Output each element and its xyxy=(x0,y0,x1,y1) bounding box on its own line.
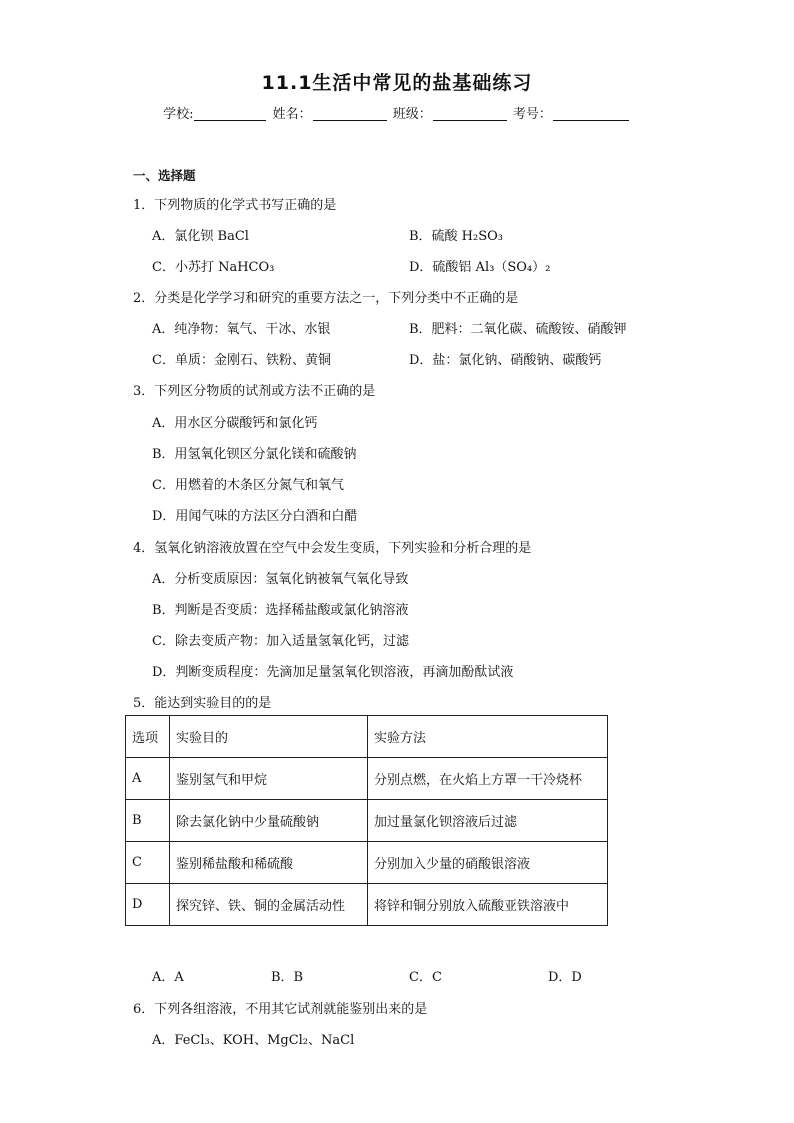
table-cell: B xyxy=(126,800,170,842)
section-heading: 一、选择题 xyxy=(133,168,196,183)
q4-option-a: A．分析变质原因：氢氧化钠被氧气氧化导致 xyxy=(152,572,409,587)
student-info-line xyxy=(0,103,794,122)
table-row xyxy=(126,758,608,800)
q3-option-b: B．用氢氧化钡区分氯化镁和硫酸钠 xyxy=(152,447,357,462)
q2-option-a: A．纯净物：氧气、干冰、水银 xyxy=(152,322,331,337)
table-cell: C xyxy=(126,842,170,884)
table-cell: 加过量氯化钡溶液后过滤 xyxy=(368,800,608,842)
table-header-row xyxy=(126,716,608,758)
q3-option-c: C．用燃着的木条区分氮气和氧气 xyxy=(152,478,344,493)
table-header-cell: 选项 xyxy=(126,716,170,758)
q2-option-d: D．盐：氯化钠、硝酸钠、碳酸钙 xyxy=(409,353,602,368)
table-cell: 将锌和铜分别放入硫酸亚铁溶液中 xyxy=(368,884,608,926)
q1-option-b: B．硫酸 H₂SO₃ xyxy=(409,229,504,244)
q5-option-b: B．B xyxy=(271,970,304,985)
experiment-table xyxy=(125,715,608,926)
table-cell: 分别加入少量的硝酸银溶液 xyxy=(368,842,608,884)
q1-option-c: C．小苏打 NaHCO₃ xyxy=(152,260,275,275)
q5-option-c: C．C xyxy=(409,970,442,985)
table-cell: 鉴别氢气和甲烷 xyxy=(170,758,368,800)
question-5-stem: 5．能达到实验目的的是 xyxy=(133,696,272,711)
q4-option-c: C．除去变质产物：加入适量氢氧化钙，过滤 xyxy=(152,634,409,649)
table-row xyxy=(126,884,608,926)
q5-option-a: A．A xyxy=(152,970,184,985)
question-4-stem: 4．氢氧化钠溶液放置在空气中会发生变质，下列实验和分析合理的是 xyxy=(133,541,532,556)
question-1-stem: 1．下列物质的化学式书写正确的是 xyxy=(133,198,337,213)
q3-option-d: D．用闻气味的方法区分白酒和白醋 xyxy=(152,509,358,524)
q1-option-d: D．硫酸铝 Al₃（SO₄）₂ xyxy=(409,260,551,275)
name-label: 姓名： xyxy=(272,107,312,122)
q6-option-a: A．FeCl₃、KOH、MgCl₂、NaCl xyxy=(152,1033,355,1048)
q2-option-b: B．肥料：二氧化碳、硫酸铵、硝酸钾 xyxy=(409,322,627,337)
table-header-cell: 实验方法 xyxy=(368,716,608,758)
q5-option-d: D．D xyxy=(548,970,582,985)
q1-option-a: A．氯化钡 BaCl xyxy=(152,229,249,244)
q4-option-b: B．判断是否变质：选择稀盐酸或氯化钠溶液 xyxy=(152,603,409,618)
class-blank xyxy=(433,106,507,121)
table-cell: 探究锌、铁、铜的金属活动性 xyxy=(170,884,368,926)
exam-no-label: 考号： xyxy=(512,107,552,122)
question-6-stem: 6．下列各组溶液，不用其它试剂就能鉴别出来的是 xyxy=(133,1002,428,1017)
table-row xyxy=(126,842,608,884)
name-blank xyxy=(313,106,387,121)
table-cell: A xyxy=(126,758,170,800)
page-title: 11.1生活中常见的盐基础练习 xyxy=(261,72,533,94)
table-cell: 鉴别稀盐酸和稀硫酸 xyxy=(170,842,368,884)
table-cell: D xyxy=(126,884,170,926)
question-3-stem: 3．下列区分物质的试剂或方法不正确的是 xyxy=(133,384,376,399)
school-label: 学校: xyxy=(163,107,194,122)
table-header-cell: 实验目的 xyxy=(170,716,368,758)
exam-no-blank xyxy=(553,106,629,121)
school-blank xyxy=(194,106,266,121)
table-cell: 分别点燃，在火焰上方罩一干冷烧杯 xyxy=(368,758,608,800)
q4-option-d: D．判断变质程度：先滴加足量氢氧化钡溶液，再滴加酚酞试液 xyxy=(152,665,514,680)
table-cell: 除去氯化钠中少量硫酸钠 xyxy=(170,800,368,842)
class-label: 班级： xyxy=(392,107,432,122)
q3-option-a: A．用水区分碳酸钙和氯化钙 xyxy=(152,416,318,431)
question-2-stem: 2．分类是化学学习和研究的重要方法之一，下列分类中不正确的是 xyxy=(133,291,519,306)
table-row xyxy=(126,800,608,842)
q2-option-c: C．单质：金刚石、铁粉、黄铜 xyxy=(152,353,331,368)
